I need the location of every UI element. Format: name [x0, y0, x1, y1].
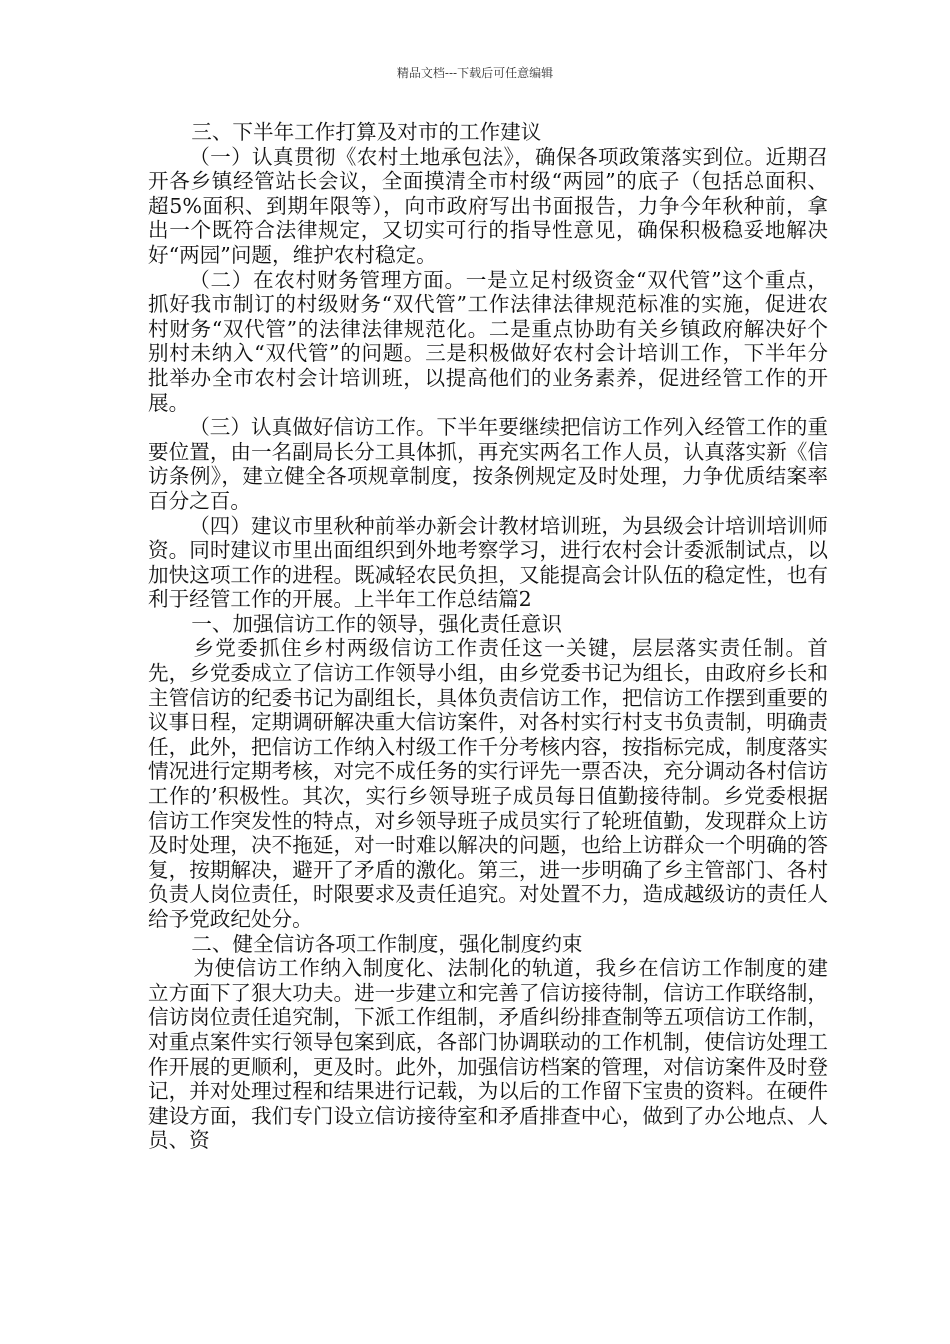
- document-body: [148, 120, 828, 1153]
- section-heading-plan: 三、下半年工作打算及对市的工作建议: [191, 120, 542, 144]
- page-header: 精品文档---下载后可任意编辑: [396, 66, 554, 80]
- section-heading-leadership: 一、加强信访工作的领导，强化责任意识: [191, 611, 562, 636]
- paragraph-petition-work: （三）认真做好信访工作。下半年要继续把信访工作列入经管工作的重要位置，由一名副局长分工具体抓，再充实两名工作人员，认真落实新《信访条例》，建立健全各项规章制度，按条例规定及时处理，力争优质结案率百分之百。: [148, 415, 828, 513]
- paragraph-land-contract: （一）认真贯彻《农村土地承包法》，确保各项政策落实到位。近期召开各乡镇经管站长会议，全面摸清全市村级“两园”的底子（包括总面积、超5%面积、到期年限等），向市政府写出书面报告，力争今年秋种前，拿出一个既符合法律规定，又切实可行的指导性意见，确保积极稳妥地解决好“两园”问题，维护农村稳定。: [148, 144, 828, 267]
- paragraph-finance-management: （二）在农村财务管理方面。一是立足村级资金“双代管”这个重点，抓好我市制订的村级财务“双代管”工作法律法律规范标准的实施，促进农村财务“双代管”的法律法律规范化。二是重点协助有关乡镇政府解决好个别村未纳入“双代管”的问题。三是积极做好农村会计培训工作，下半年分批举办全市农村会计培训班，以提高他们的业务素养，促进经管工作的开展。: [148, 267, 828, 415]
- paragraph-leadership-detail: 乡党委抓住乡村两级信访工作责任这一关键，层层落实责任制。首先，乡党委成立了信访工作领导小组，由乡党委书记为组长，由政府乡长和主管信访的纪委书记为副组长，具体负责信访工作，把信访工作摆到重要的议事日程，定期调研解决重大信访案件，对各村实行村支书负责制，明确责任，此外，把信访工作纳入村级工作千分考核内容，按指标完成，制度落实情况进行定期考核，对完不成任务的实行评先一票否决，充分调动各村信访工作的’积极性。其次，实行乡领导班子成员每日值勤接待制。乡党委根据信访工作突发性的特点，对乡领导班子成员实行了轮班值勤，发现群众上访及时处理，决不拖延，对一时难以解决的问题，也给上访群众一个明确的答复，按期解决，避开了矛盾的激化。第三，进一步明确了乡主管部门、各村负责人岗位责任，时限要求及责任追究。对处置不力，造成越级访的责任人给予党政纪处分。: [148, 636, 828, 931]
- section-heading-system: 二、健全信访各项工作制度，强化制度约束: [191, 931, 583, 956]
- paragraph-system-detail: 为使信访工作纳入制度化、法制化的轨道，我乡在信访工作制度的建立方面下了狠大功夫。进一步建立和完善了信访接待制，信访工作联络制，信访岗位责任追究制，下派工作组制，矛盾纠纷排查制等五项信访工作制，对重点案件实行领导包案到底，各部门协调联动的工作机制，使信访处理工作开展的更顺利，更及时。此外，加强信访档案的管理，对信访案件及时登记，并对处理过程和结果进行记载，为以后的工作留下宝贵的资料。在硬件建设方面，我们专门设立信访接待室和矛盾排查中心，做到了办公地点、人员、资: [148, 956, 828, 1153]
- paragraph-training-suggestion: （四）建议市里秋种前举办新会计教材培训班，为县级会计培训培训师资。同时建议市里出面组织到外地考察学习，进行农村会计委派制试点，以加快这项工作的进程。既减轻农民负担，又能提高会计队伍的稳定性，也有利于经管工作的开展。上半年工作总结篇2: [148, 513, 828, 612]
